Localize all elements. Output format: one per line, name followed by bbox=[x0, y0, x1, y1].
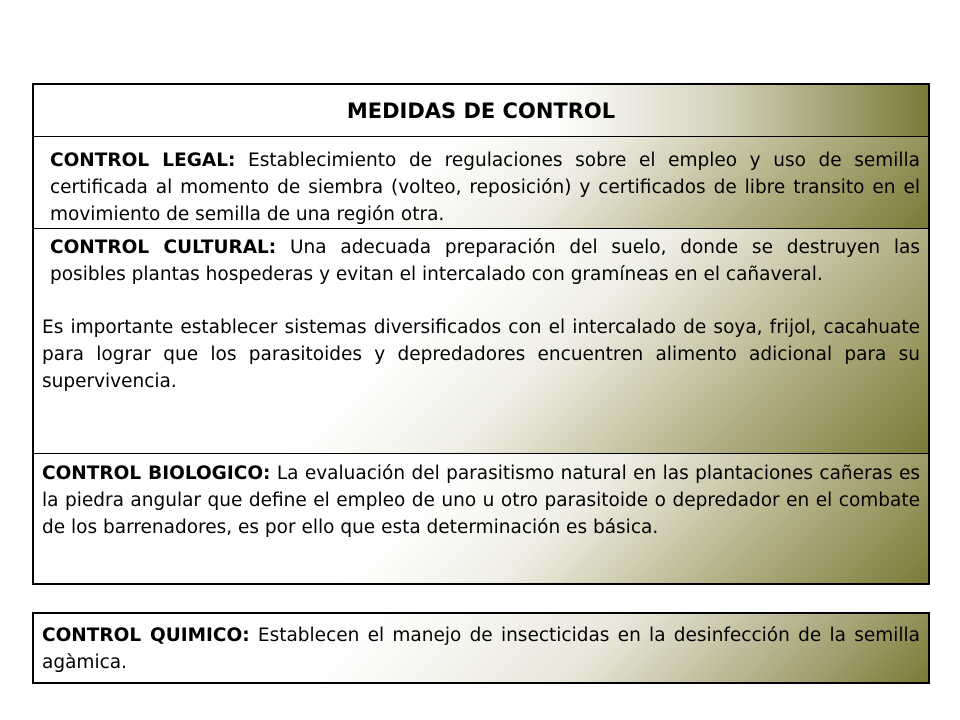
biological-control-label: CONTROL BIOLOGICO: bbox=[42, 463, 271, 484]
chemical-control-paragraph bbox=[42, 622, 920, 676]
table-title: MEDIDAS DE CONTROL bbox=[34, 85, 928, 137]
chemical-control-text: Establecen el manejo de insecticidas en la desinfección de la semilla agàmica. bbox=[42, 625, 921, 673]
legal-control-text: Establecimiento de regulaciones sobre el empleo y uso de semilla certificada al momento de siembra (volteo, reposición) y certificados de libre transito en el movimiento de semilla de una región otra. bbox=[50, 150, 920, 225]
cultural-control-label: CONTROL CULTURAL: bbox=[50, 237, 277, 258]
chemical-control-table bbox=[32, 612, 930, 684]
control-measures-table bbox=[32, 83, 930, 585]
biological-control-cell bbox=[34, 454, 928, 583]
biological-control-text: La evaluación del parasitismo natural en las plantaciones cañeras es la piedra angular que define el empleo de uno u otro parasitoide o depredador en el combate de los barrenadores, es por ello que esta determinación es básica. bbox=[42, 463, 920, 538]
legal-control-label: CONTROL LEGAL: bbox=[50, 150, 236, 171]
legal-control-paragraph bbox=[42, 147, 920, 228]
cultural-control-paragraph bbox=[42, 234, 920, 288]
biological-control-paragraph bbox=[42, 460, 920, 541]
cultural-control-cell bbox=[34, 229, 928, 454]
chemical-control-cell bbox=[34, 614, 928, 682]
chemical-control-label: CONTROL QUIMICO: bbox=[42, 625, 250, 646]
cultural-control-paragraph-2: Es importante establecer sistemas diversificados con el intercalado de soya, frijol, cacahuate para lograr que los parasitoides y depredadores encuentren alimento adicional para su supervivencia. bbox=[42, 317, 920, 392]
legal-control-cell bbox=[34, 137, 928, 229]
cultural-control-text: Una adecuada preparación del suelo, donde se destruyen las posibles plantas hospederas y evitan el intercalado con gramíneas en el cañaveral. bbox=[50, 237, 920, 285]
